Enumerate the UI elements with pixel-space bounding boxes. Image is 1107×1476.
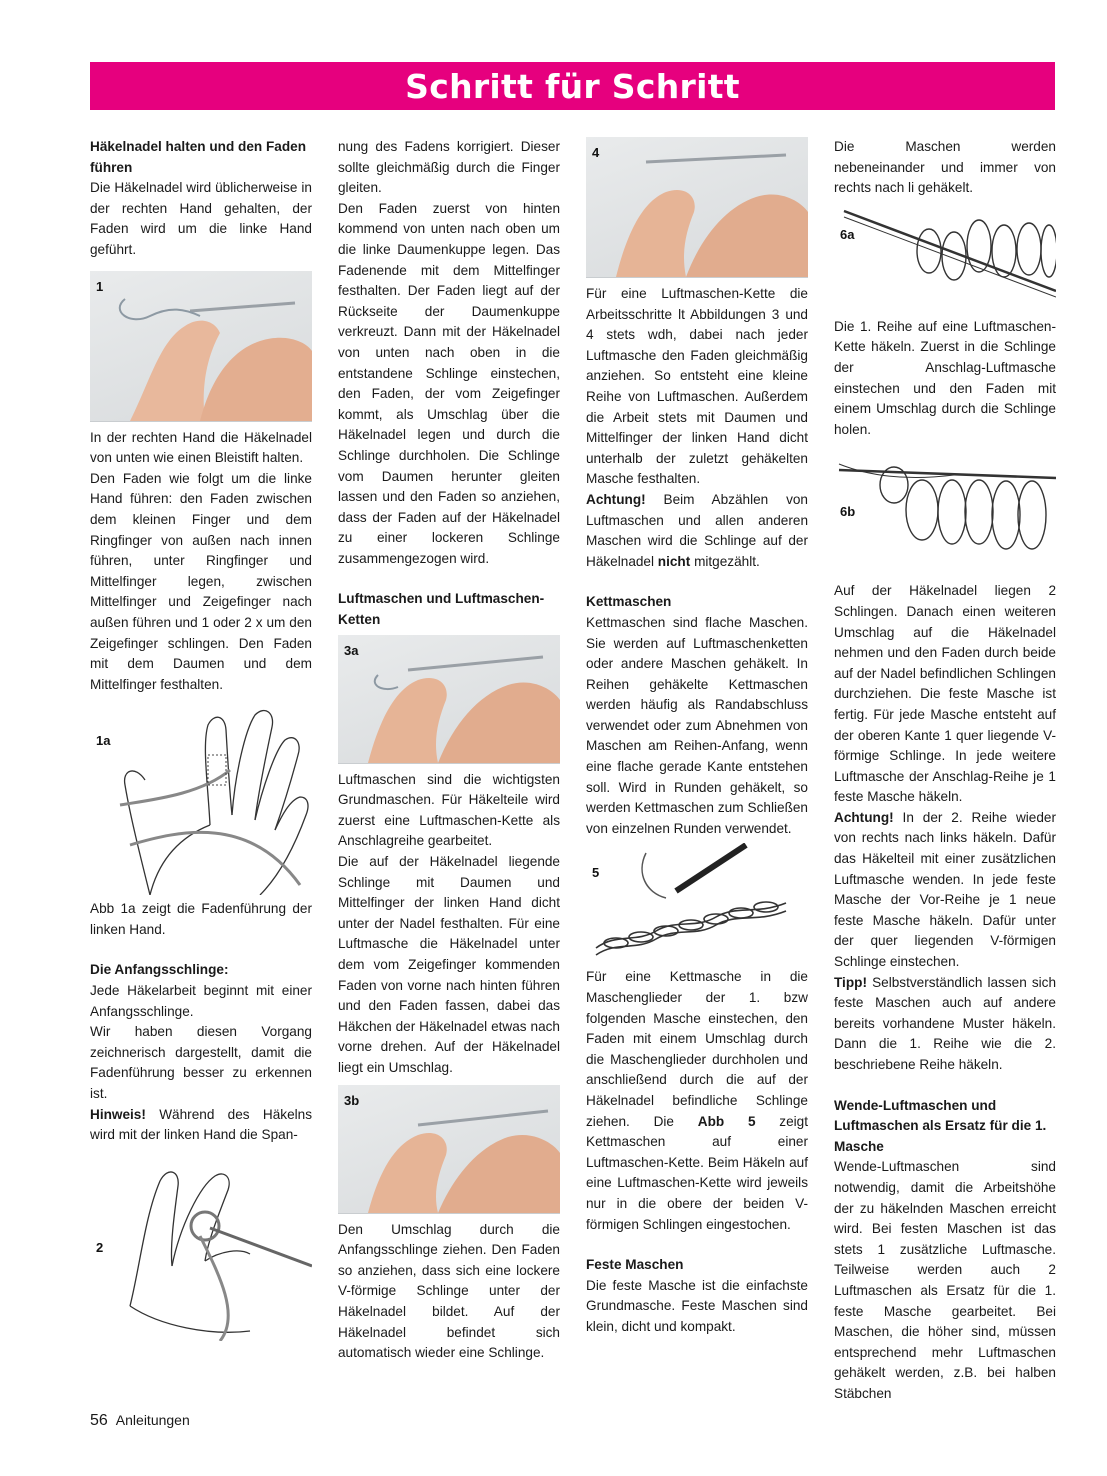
figure-1-photo <box>90 271 312 422</box>
paragraph: Die Häkelnadel wird üblicherweise in der rechten Hand gehalten, der Faden wird um die linke Hand geführt. <box>90 180 312 257</box>
heading-slip-stitches: Kettmaschen <box>586 594 672 610</box>
paragraph: Die 1. Reihe auf eine Luftmaschen-Kette häkeln. Zuerst in die Schlinge der Anschlag-Luftmasche einstechen und den Faden mit einem Umschlag durch die Schlinge holen. <box>834 318 1056 437</box>
figure-label: 6a <box>840 226 855 242</box>
figure-3a-photo <box>338 635 560 764</box>
column-2 <box>338 137 560 1364</box>
heading-chain-stitches: Luftmaschen und Luftmaschen-Ketten <box>338 591 545 628</box>
paragraph: Luftmaschen sind die wichtigsten Grundmaschen. Für Häkelteile wird zuerst eine Luftmaschen-Kette als Anschlagreihe gearbeitet. <box>338 771 560 849</box>
heading-hold-needle: Häkelnadel halten und den Faden führen <box>90 139 307 175</box>
note-label: Hinweis! <box>90 1106 146 1122</box>
heading-single-crochet: Feste Maschen <box>586 1257 684 1273</box>
page-footer <box>90 1412 190 1430</box>
warning-label: Achtung! <box>586 491 646 507</box>
hands-pull-through-image <box>338 1085 560 1213</box>
paragraph: Die feste Masche ist die einfachste Grundmasche. Feste Maschen sind klein, dicht und kompakt. <box>586 1277 808 1334</box>
slip-stitch-chain-drawing <box>586 843 808 963</box>
figure-1a-drawing <box>90 705 312 895</box>
figure-2-drawing <box>90 1156 312 1341</box>
tip-label: Tipp! <box>834 974 867 990</box>
figure-label: 6b <box>840 504 856 520</box>
paragraph: Achtung! In der 2. Reihe wieder von rechts nach links häkeln. Dafür das Häkelteil mit einer zusätzlichen Luftmasche wenden. In jede feste Masche der Vor-Reihe je 1 neue feste Masche häkeln. Dafür unter der quer liegenden V-förmigen Schlinge einstechen. <box>834 809 1056 970</box>
figure-4-photo <box>586 137 808 278</box>
paragraph: Abb 1a zeigt die Fadenführung der linken Hand. <box>90 901 312 937</box>
column-4 <box>834 137 1056 1405</box>
figure-label: 1 <box>96 278 104 294</box>
figure-ref: Abb 5 <box>697 1113 756 1129</box>
figure-label: 4 <box>592 145 600 160</box>
heading-start-loop: Die Anfangsschlinge: <box>90 962 229 978</box>
column-1 <box>90 137 312 1341</box>
paragraph: Die Maschen werden nebeneinander und immer von rechts nach li gehäkelt. <box>834 139 1056 196</box>
page-number: 56 <box>90 1412 108 1429</box>
figure-label: 5 <box>592 865 600 881</box>
paragraph: nung des Fadens korrigiert. Dieser sollte gleichmäßig durch die Finger gleiten. <box>338 139 560 196</box>
page-banner <box>90 62 1055 110</box>
paragraph: In der rechten Hand die Häkelnadel von unten wie einen Bleistift halten. <box>90 429 312 466</box>
figure-5-drawing <box>586 843 808 963</box>
paragraph: Kettmaschen sind flache Maschen. Sie werden auf Luftmaschenketten oder andere Maschen gehäkelt. In Reihen gehäkelte Kettmaschen werden häufig als Randabschluss verwendet oder zum Abnehmen von Maschen am Reihen-Anfang, wenn eine flache gerade Kante entstehen soll. Wird in Runden gehäkelt, so werden Kettmaschen zum Schließen von einzelnen Runden verwendet. <box>586 614 808 836</box>
single-crochet-step-b-drawing <box>834 450 1056 575</box>
slip-knot-drawing <box>90 1156 312 1341</box>
paragraph: Den Faden zuerst von hinten kommend von unten nach oben um die linke Daumenkuppe legen. Das Fadenende mit dem Mittelfinger festhalten. Der Faden liegt auf der Rückseite der Daumenkuppe verkreuzt. Dann mit der Häkelnadel von unten nach oben in die entstandene Schlinge einstechen, den Faden, der vom Zeigefinger kommt, als Umschlag über die Häkelnadel legen und durch die Schlinge durchholen. Die Schlinge vom Daumen herunter gleiten lassen und den Faden so anziehen, dass der Faden auf der Häkelnadel zu einer lockeren Schlinge zusammengezogen wird. <box>338 200 560 566</box>
paragraph: Wir haben diesen Vorgang zeichnerisch dargestellt, damit die Fadenführung besser zu erkennen ist. <box>90 1024 312 1102</box>
hands-chain-image <box>586 137 808 277</box>
paragraph: Für eine Luftmaschen-Kette die Arbeitsschritte lt Abbildungen 3 und 4 stets wdh, dabei nach jeder Luftmasche den Faden gleichmäßig anziehen. So entsteht eine kleine Reihe von Luftmaschen. Außerdem die Arbeit stets mit Daumen und Mittelfinger der linken Hand dicht unterhalb der zuletzt gehäkelten Masche festhalten. <box>586 286 808 487</box>
figure-label: 1a <box>96 733 111 749</box>
hands-yarn-over-image <box>338 635 560 763</box>
figure-label: 2 <box>96 1239 104 1255</box>
figure-6b-drawing <box>834 450 1056 575</box>
paragraph: Für eine Kettmasche in die Maschenglieder der 1. bzw folgenden Masche einstechen, den Faden mit einem Umschlag durch die Maschenglieder durchholen und anschließend durch die auf der Häkelnadel befindliche Schlinge ziehen. Die Abb 5 zeigt Kettmaschen auf einer Luftmaschen-Kette. Beim Häkeln auf eine Luftmaschen-Kette wird jeweils nur in die obere der beiden V-förmigen Schlingen eingestochen. <box>586 969 808 1232</box>
paragraph: Jede Häkelarbeit beginnt mit einer Anfangsschlinge. <box>90 983 312 1019</box>
warning-label: Achtung! <box>834 809 894 825</box>
figure-6a-drawing <box>834 201 1056 311</box>
figure-3b-photo <box>338 1085 560 1214</box>
paragraph: Auf der Häkelnadel liegen 2 Schlingen. Danach einen weiteren Umschlag auf die Häkelnadel nehmen und den Faden durch beide auf der Nadel befindlichen Schlingen durchziehen. Die feste Masche ist fertig. Für jede Masche entsteht auf der oberen Kante 1 quer liegende V-förmige Schlinge. In jede weitere Luftmasche der Anschlag-Reihe je 1 feste Masche häkeln. <box>834 583 1056 805</box>
single-crochet-step-a-drawing <box>834 201 1056 311</box>
paragraph: Hinweis! Während des Häkelns wird mit der linken Hand die Span- <box>90 1106 313 1143</box>
figure-label: 3b <box>344 1092 360 1108</box>
hand-thread-guide-drawing <box>90 705 312 895</box>
paragraph: Achtung! Beim Abzählen von Luftmaschen und allen anderen Maschen wird die Schlinge auf der Häkelnadel nicht mitgezählt. <box>586 491 808 569</box>
figure-label: 3a <box>344 642 359 658</box>
paragraph: Den Faden wie folgt um die linke Hand führen: den Faden zwischen dem kleinen Finger und dem Ringfinger von außen nach innen führen, unter Ringfinger und Mittelfinger legen, zwischen Mittelfinger und Zeigefinger nach außen führen und 1 oder 2 x um den Zeigefinger schlingen. Den Faden mit dem Daumen und dem Mittelfinger festhalten. <box>90 470 312 692</box>
section-name: Anleitungen <box>115 1412 190 1428</box>
hands-holding-needle-image <box>90 271 312 421</box>
column-3 <box>586 137 808 1338</box>
heading-turning-chains: Wende-Luftmaschen und Luftmaschen als Ersatz für die 1. Masche <box>834 1097 1047 1154</box>
page-title: Schritt für Schritt <box>405 66 740 106</box>
paragraph: Wende-Luftmaschen sind notwendig, damit die Arbeitshöhe der zu häkelnden Maschen erreicht wird. Bei festen Maschen ist das stets 1 zusätzliche Luftmasche. Teilweise werden auch 2 Luftmaschen als Ersatz für die 1. feste Masche gearbeitet. Bei Maschen, die höher sind, müssen entsprechend mehr Luftmaschen gehäkelt werden, z.B. bei halben Stäbchen <box>834 1159 1056 1401</box>
paragraph: Den Umschlag durch die Anfangsschlinge ziehen. Den Faden so anziehen, dass sich eine lockere V-förmige Schlinge unter der Häkelnadel bildet. Auf der Häkelnadel befindet sich automatisch wieder eine Schlinge. <box>338 1221 560 1361</box>
paragraph: Die auf der Häkelnadel liegende Schlinge mit Daumen und Mittelfinger der linken Hand dicht unter der Nadel festhalten. Für eine Luftmasche die Häkelnadel unter dem vom Zeigefinger kommenden Faden von vorne nach hinten führen und den Faden fassen, dabei das Häkchen der Häkelnadel etwas nach vorne drehen. Auf der Häkelnadel liegt ein Umschlag. <box>338 854 560 1075</box>
paragraph: Tipp! Selbstverständlich lassen sich feste Maschen auch auf andere bereits vorhandene Muster häkeln. Dann die 1. Reihe wie die 2. beschriebene Reihe häkeln. <box>834 974 1057 1072</box>
